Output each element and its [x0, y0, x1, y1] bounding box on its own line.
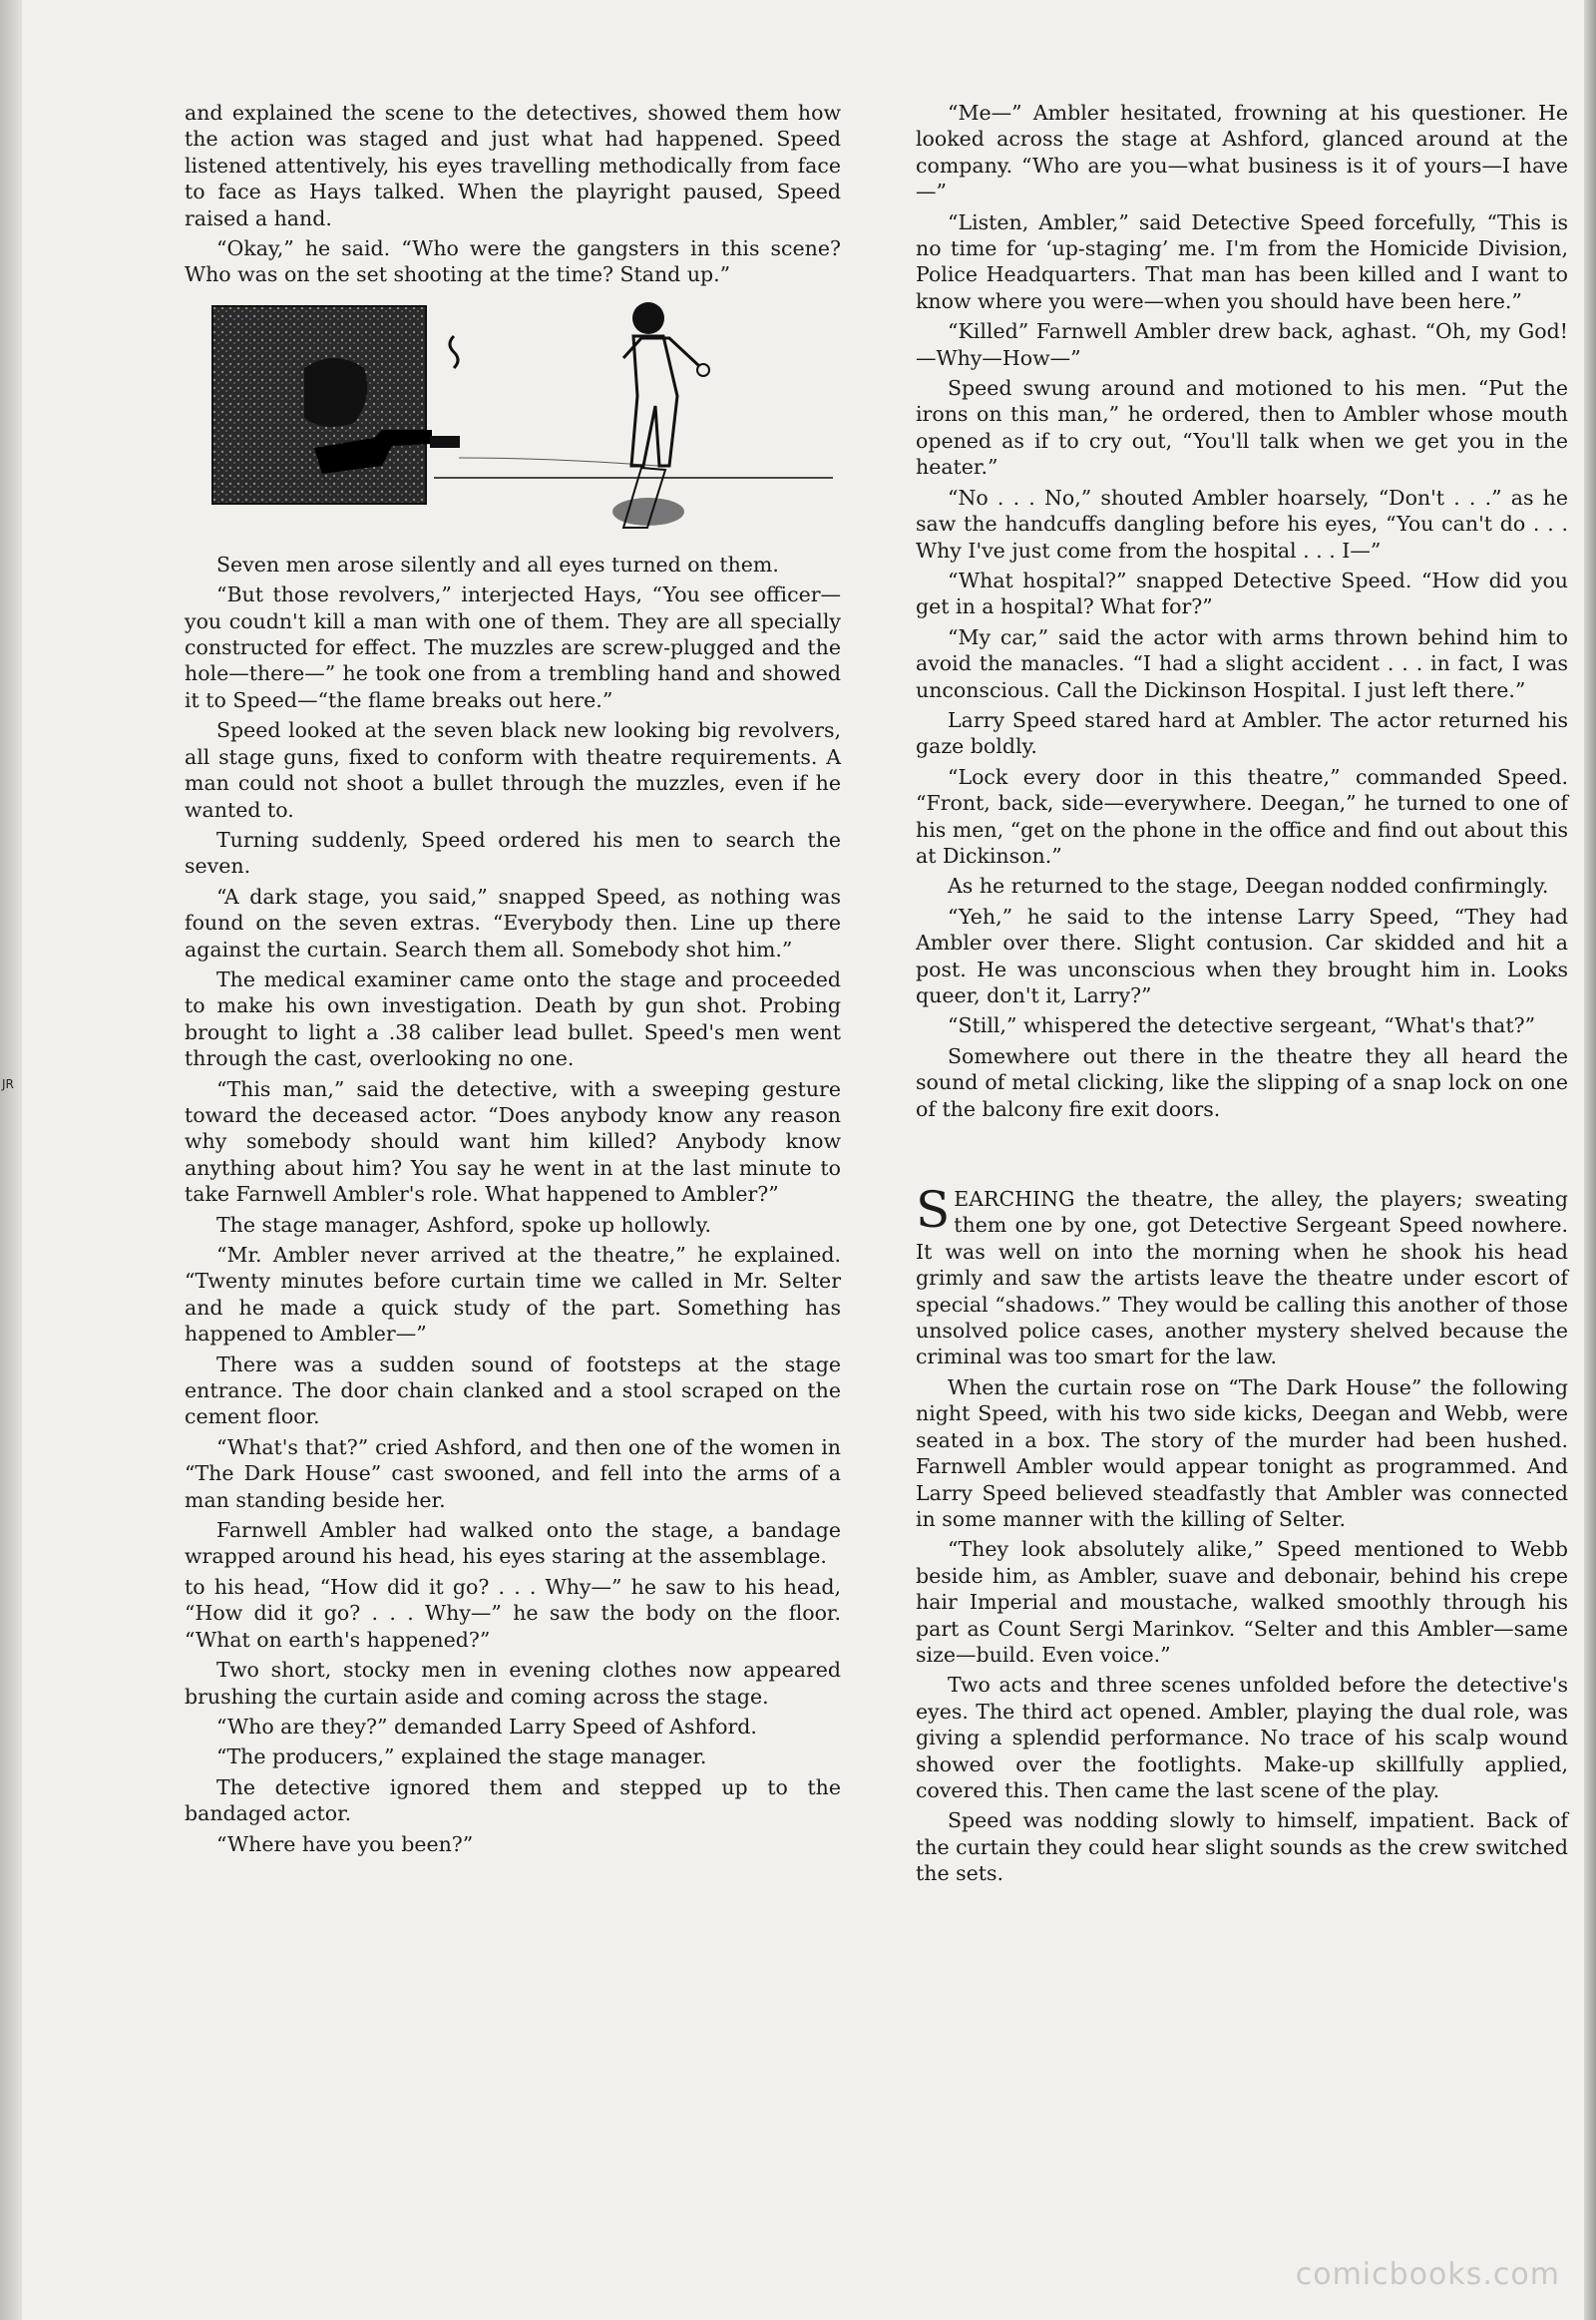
paragraph: “Mr. Ambler never arrived at the theatre,” he explained. “Twenty minutes before curtain time we called in Mr. Selter and he made a quick study of the part. Something has happened to Ambler—” [185, 1243, 841, 1347]
paragraph: Farnwell Ambler had walked onto the stage, a bandage wrapped around his head, his eyes staring at the assemblage. [185, 1518, 841, 1569]
section-lead-paragraph [916, 1181, 1568, 1370]
paragraph: Speed looked at the seven black new looking big revolvers, all stage guns, fixed to conform with theatre requirements. A man could not shoot a bullet through the muzzles, even if he wanted to. [185, 718, 841, 822]
paragraph: “The producers,” explained the stage manager. [216, 1744, 707, 1769]
paragraph: “Okay,” he said. “Who were the gangsters in this scene? Who was on the set shooting at the time? Stand up.” [185, 236, 841, 287]
paragraph: “A dark stage, you said,” snapped Speed, as nothing was found on the seven extras. “Everybody then. Line up there against the curtain. Search them all. Somebody shot him.” [185, 884, 841, 962]
paragraph: The medical examiner came onto the stage and proceeded to make his own investigation. Death by gun shot. Probing brought to light a .38 caliber lead bullet. Speed's men went through the cast, overlooking no one. [185, 967, 841, 1071]
paragraph: Seven men arose silently and all eyes turned on them. [216, 552, 779, 577]
paragraph: Speed swung around and motioned to his men. “Put the irons on this man,” he ordered, then to Ambler whose mouth opened as if to cry out, “You'll talk when we get you in the heater.” [916, 376, 1568, 480]
paragraph: As he returned to the stage, Deegan nodded confirmingly. [948, 874, 1549, 899]
paragraph: “My car,” said the actor with arms thrown behind him to avoid the manacles. “I had a slight accident . . . in fact, I was unconscious. Call the Dickinson Hospital. I just left there.” [916, 624, 1568, 702]
paragraph: “But those revolvers,” interjected Hays, “You see officer—you coudn't kill a man with one of them. They are all specially constructed for effect. The muzzles are screw-plugged and the hole—there—” he took one from a trembling hand and showed it to Speed—“the flame breaks out here.” [185, 582, 841, 712]
drop-cap: S [916, 1181, 951, 1240]
section-break [916, 1126, 1568, 1186]
paragraph: and explained the scene to the detectives, showed them how the action was staged and just what had happened. Speed listened attentively, his eyes travelling methodically from face to face as Hays talked. When the playright paused, Speed raised a hand. [185, 101, 841, 230]
paragraph: When the curtain rose on “The Dark House” the following night Speed, with his two side kicks, Deegan and Webb, were seated in a box. The story of the murder had been hushed. Farnwell Ambler would appear tonight as programmed. And Larry Speed believed steadfastly that Ambler was connected in some manner with the killing of Selter. [916, 1374, 1568, 1531]
left-column [185, 100, 841, 1861]
paragraph: Speed was nodding slowly to himself, impatient. Back of the curtain they could hear slight sounds as the crew switched the sets. [916, 1808, 1568, 1886]
paragraph: “No . . . No,” shouted Ambler hoarsely, “Don't . . .” as he saw the handcuffs dangling before his eyes, “You can't do . . . Why I've just come from the hospital . . . I—” [916, 485, 1568, 563]
gangster-shooting-illustration [204, 298, 843, 540]
paragraph: There was a sudden sound of footsteps at the stage entrance. The door chain clanked and a stool scraped on the cement floor. [185, 1352, 841, 1429]
paragraph: “Killed” Farnwell Ambler drew back, aghast. “Oh, my God!—Why—How—” [916, 319, 1568, 370]
paragraph: “What hospital?” snapped Detective Speed. “How did you get in a hospital? What for?” [916, 568, 1568, 619]
page-right-shadow [1584, 0, 1596, 2320]
paragraph: Larry Speed stared hard at Ambler. The actor returned his gaze boldly. [916, 707, 1568, 759]
paragraph: “Lock every door in this theatre,” commanded Speed. “Front, back, side—everywhere. Deegan,” he turned to one of his men, “get on the phone in the office and find out about this at Dickinson.” [916, 764, 1568, 868]
paragraph: “Still,” whispered the detective sergeant, “What's that?” [948, 1013, 1536, 1038]
paragraph: “Me—” Ambler hesitated, frowning at his questioner. He looked across the stage at Ashford, glanced around at the company. “Who are you—what business is it of yours—I have—” [916, 101, 1568, 204]
paragraph: “This man,” said the detective, with a sweeping gesture toward the deceased actor. “Does anybody know any reason why somebody should want him killed? Anybody know anything about him? You say he went in at the last minute to take Farnwell Ambler's role. What happened to Ambler?” [185, 1076, 841, 1207]
paragraph: “Yeh,” he said to the intense Larry Speed, “They had Ambler over there. Slight contusion. Car skidded and hit a post. He was unconscious when they brought him in. Looks queer, don't it, Larry?” [916, 904, 1568, 1007]
story-illustration [204, 298, 843, 540]
paragraph: “Listen, Ambler,” said Detective Speed forcefully, “This is no time for ‘up-staging’ me. I'm from the Homicide Division, Police Headquarters. That man has been killed and I want to know where you were—when you should have been here.” [916, 209, 1568, 313]
paragraph: Turning suddenly, Speed ordered his men to search the seven. [185, 827, 841, 879]
paragraph: “Where have you been?” [216, 1831, 474, 1856]
lead-text: EARCHING the theatre, the alley, the players; sweating them one by one, got Detective Sergeant Speed nowhere. It was well on into the morning when he shook his head grimly and saw the artists leave the theatre under escort of special “shadows.” They would be calling this another of those unsolved police cases, another mystery shelved because the criminal was too smart for the law. [916, 1187, 1568, 1369]
paragraph: The stage manager, Ashford, spoke up hollowly. [216, 1212, 711, 1237]
paragraph: Two acts and three scenes unfolded before the detective's eyes. The third act opened. Ambler, playing the dual role, was giving a splendid performance. No trace of his scalp wound showed over the footlights. Make-up skillfully applied, covered this. Then came the last scene of the play. [916, 1673, 1568, 1802]
right-column [916, 100, 1568, 1891]
paragraph: to his head, “How did it go? . . . Why—” he saw to his head, “How did it go? . . . Why—” he saw the body on the floor. “What on earth's happened?” [185, 1574, 841, 1652]
paragraph: “What's that?” cried Ashford, and then one of the women in “The Dark House” cast swooned, and fell into the arms of a man standing beside her. [185, 1434, 841, 1512]
paragraph: “Who are they?” demanded Larry Speed of Ashford. [216, 1714, 757, 1739]
page-binding-edge [0, 0, 22, 2320]
site-watermark: comicbooks.com [1295, 2257, 1560, 2292]
paragraph: “They look absolutely alike,” Speed mentioned to Webb beside him, as Ambler, suave and debonair, behind his crepe hair Imperial and moustache, walked smoothly through his part as Count Sergi Marinkov. “Selter and this Ambler—same size—build. Even voice.” [916, 1537, 1568, 1667]
paragraph: The detective ignored them and stepped up to the bandaged actor. [185, 1774, 841, 1826]
margin-mark: JR [2, 1077, 14, 1091]
paragraph: Two short, stocky men in evening clothes now appeared brushing the curtain aside and coming across the stage. [185, 1658, 841, 1709]
paragraph: Somewhere out there in the theatre they all heard the sound of metal clicking, like the slipping of a snap lock on one of the balcony fire exit doors. [916, 1043, 1568, 1121]
